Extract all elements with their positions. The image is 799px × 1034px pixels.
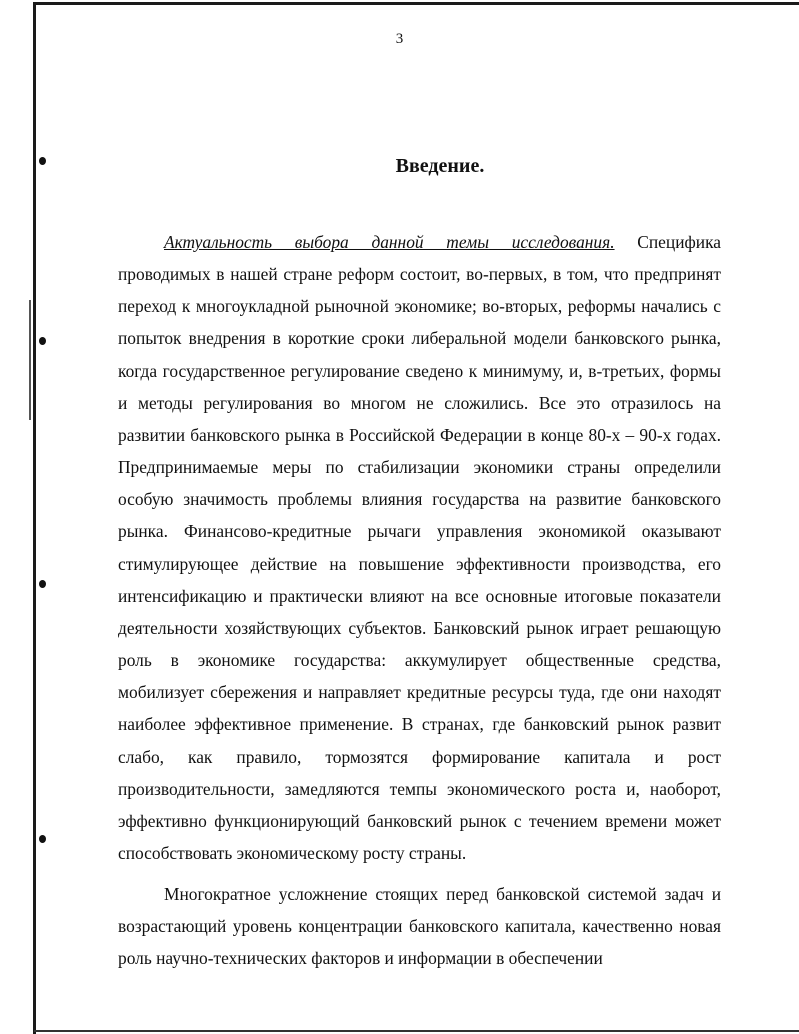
scan-edge-top <box>34 2 799 5</box>
section-heading: Введение. <box>395 155 485 177</box>
punch-hole-mark <box>39 580 46 588</box>
page-number: 3 <box>395 31 404 47</box>
scan-edge-bottom <box>34 1030 799 1032</box>
paragraph-text: Специфика проводимых в нашей стране реформ состоит, во-первых, в том, что предпринят переход к многоукладной рыночной экономике; во-вторых, реформы начались с попыток внедрения в короткие сроки либеральной модели банковского рынка, когда государственное регулирование сведено к минимуму, и, в-третьих, формы и методы регулирования во многом не сложились. Все это отразилось на развитии банковского рынка в Российской Федерации в конце 80-х – 90-х годах. Предпринимаемые меры по стабилизации экономики страны определили особую значимость проблемы влияния государства на развитие банковского рынка. Финансово-кредитные рычаги управления экономикой оказывают стимулирующее действие на повышение эффективности производства, его интенсификацию и практически влияют на все основные итоговые показатели деятельности хозяйствующих субъектов. Банковский рынок играет решающую роль в экономике государства: аккумулирует общественные средства, мобилизует сбережения и направляет кредитные ресурсы туда, где они находят наиболее эффективное применение. В странах, где банковский рынок развит слабо, как правило, тормозятся формирование капитала и рост производительности, замедляются темпы экономического роста и, наоборот, эффективно функционирующий банковский рынок с течением времени может способствовать экономическому росту страны. <box>118 232 721 863</box>
punch-hole-mark <box>39 337 46 345</box>
topic-label: Актуальность выбора данной темы исследования. <box>164 232 615 252</box>
paragraph-text: Многократное усложнение стоящих перед банковской системой задач и возрастающий уровень концентрации банковского капитала, качественно новая роль научно-технических факторов и информации в обеспечении <box>118 884 721 969</box>
paragraph-continuation <box>118 878 721 974</box>
body-text <box>118 226 721 975</box>
paragraph-relevance <box>118 226 721 869</box>
punch-hole-mark <box>39 835 46 843</box>
scan-edge-left-inner <box>29 300 31 420</box>
